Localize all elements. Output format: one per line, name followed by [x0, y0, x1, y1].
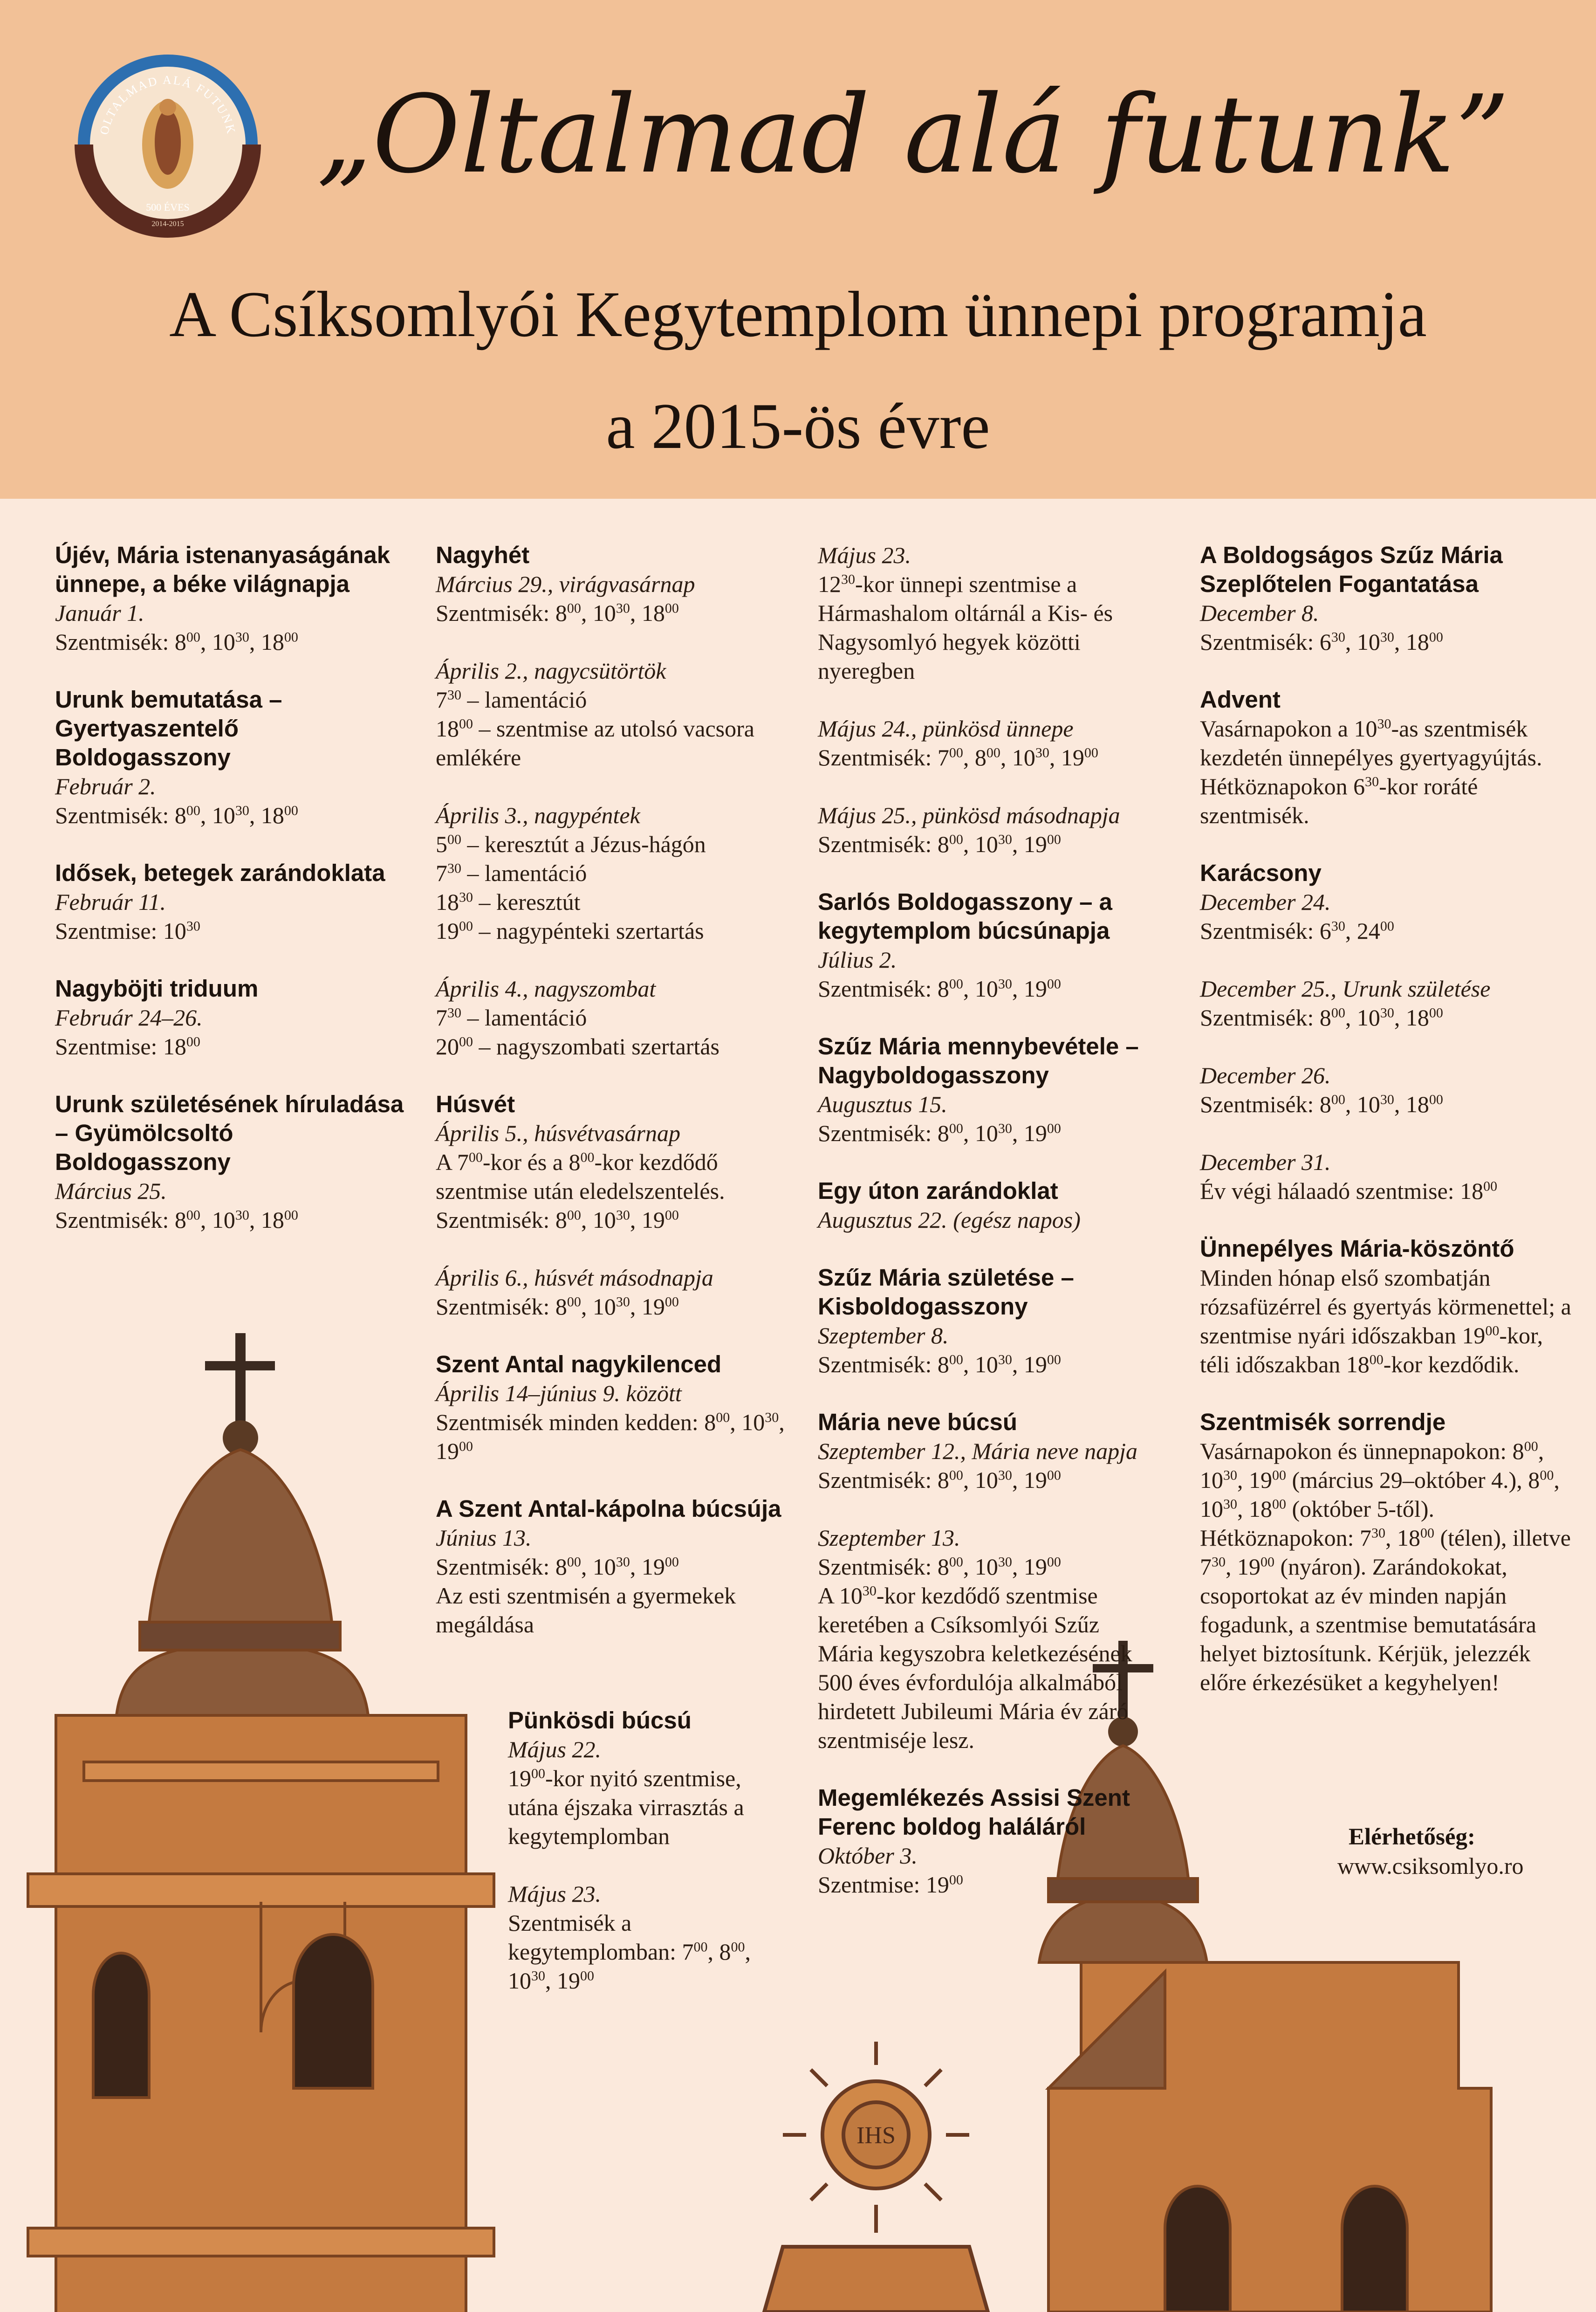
event-detail: Az esti szentmisén a gyermekek megáldása [436, 1583, 736, 1638]
event-title: Karácsony [1200, 860, 1322, 886]
event-detail: Vasárnapokon a $10^{30}-as$ szentmisék kezdetén ünnepélyes gyertyagyújtás. Hétköznapokon $6^{30}$-kor roráté szentmisék. [1200, 716, 1542, 828]
event-title: Advent [1200, 686, 1281, 713]
event-date: Szeptember 13. [818, 1525, 960, 1551]
event-entry [818, 714, 1153, 772]
event-entry [1200, 1148, 1573, 1205]
event-detail: $5^{00}$ – keresztút a Jézus-hágón [436, 831, 706, 857]
event-detail: $7^{30}$ – lamentáció [436, 687, 587, 713]
event-entry [818, 541, 1153, 685]
event-date: Április 2., nagycsütörtök [436, 658, 666, 684]
event-detail: A $7^{00}$-kor és a $8^{00}$-kor kezdődő szentmise után eledelszentelés. [436, 1149, 725, 1204]
event-date: December 24. [1200, 889, 1331, 915]
page-subtitle-line1: A Csíksomlyói Kegytemplom ünnepi programja [169, 278, 1427, 351]
event-detail: Szentmise: $19^{00}$ [818, 1872, 963, 1898]
event-date: Szeptember 8. [818, 1322, 949, 1349]
event-title: A Szent Antal-kápolna búcsúja [436, 1495, 781, 1522]
event-entry [436, 1263, 790, 1321]
ihs-sunburst [764, 2042, 988, 2312]
event-detail: $12^{30}$-kor ünnepi szentmise a Hármashalom oltárnál a Kis- és Nagysomlyó hegyek közötti nyeregben [818, 571, 1113, 684]
event-detail: Szentmisék: $8^{00}$, $10^{30}$, $18^{00}$ [1200, 1091, 1443, 1117]
schedule-column-2 [436, 541, 790, 1668]
event-entry [436, 801, 790, 945]
event-entry [55, 974, 414, 1061]
event-detail: Szentmisék minden kedden: $8^{00}$, $10^{30}$, $19^{00}$ [436, 1409, 785, 1464]
event-title: Mária neve búcsú [818, 1409, 1017, 1435]
schedule-column-1 [55, 541, 414, 1263]
event-title: Egy úton zarándoklat [818, 1177, 1058, 1204]
event-entry [818, 1523, 1153, 1755]
event-detail: $20^{00}$ – nagyszombati szertartás [436, 1033, 719, 1060]
event-entry [55, 1090, 414, 1234]
event-entry [1200, 859, 1573, 945]
event-date: Május 22. [508, 1736, 601, 1762]
event-entry [436, 974, 790, 1061]
event-title: Szűz Mária mennybevétele – Nagyboldogasszony [818, 1033, 1139, 1088]
event-entry [508, 1706, 788, 1851]
event-detail: Szentmisék a kegytemplomban: $7^{00}$, $8^{00}$, $10^{30}$, $19^{00}$ [508, 1910, 751, 1994]
event-detail: Szentmisék: $8^{00}$, $10^{30}$, $18^{00}$ [436, 600, 679, 626]
event-detail: Szentmisék: $8^{00}$, $10^{30}$, $18^{00}$ [55, 629, 298, 655]
event-date: Július 2. [818, 947, 897, 973]
event-entry [1200, 1234, 1573, 1379]
event-detail: $18^{00}$ – szentmise az utolsó vacsora emlékére [436, 716, 754, 771]
event-title: Megemlékezés Assisi Szent Ferenc boldog haláláról [818, 1784, 1130, 1840]
event-entry [55, 859, 414, 945]
event-title: Ünnepélyes Mária-köszöntő [1200, 1235, 1514, 1262]
event-entry [1200, 974, 1573, 1032]
event-detail: Szentmisék: $6^{30}$, $10^{30}$, $18^{00}$ [1200, 629, 1443, 655]
event-entry [436, 1350, 790, 1466]
event-date: Augusztus 15. [818, 1091, 947, 1117]
event-detail: Szentmisék: $8^{00}$, $10^{30}$, $19^{00}$ [818, 1467, 1061, 1493]
event-entry [1200, 1408, 1573, 1697]
event-entry [1200, 1061, 1573, 1119]
event-detail: $18^{30}$ – keresztút [436, 889, 581, 915]
event-title: Nagyhét [436, 542, 530, 568]
event-title: Szűz Mária születése – Kisboldogasszony [818, 1264, 1074, 1320]
event-entry [818, 801, 1153, 859]
event-detail: $19^{00}$ – nagypénteki szertartás [436, 918, 704, 944]
event-detail: $7^{30}$ – lamentáció [436, 1005, 587, 1031]
event-date: Április 5., húsvétvasárnap [436, 1120, 680, 1146]
event-date: Május 24., pünkösd ünnepe [818, 716, 1074, 742]
event-date: Február 11. [55, 889, 166, 915]
event-date: December 26. [1200, 1062, 1331, 1088]
event-date: Április 6., húsvét másodnapja [436, 1265, 713, 1291]
event-detail: $7^{30}$ – lamentáció [436, 860, 587, 886]
event-date: Október 3. [818, 1843, 918, 1869]
logo-badge: 500 ÉVES [146, 201, 190, 213]
event-entry [55, 541, 414, 656]
left-tower [28, 1333, 494, 2312]
event-detail: Szentmisék: $8^{00}$, $10^{30}$, $19^{00}$ [436, 1294, 679, 1320]
event-title: Nagyböjti triduum [55, 975, 259, 1002]
event-entry [436, 1494, 790, 1639]
event-entry [818, 1408, 1153, 1494]
event-date: Április 4., nagyszombat [436, 976, 656, 1002]
event-date: Június 13. [436, 1525, 532, 1551]
schedule-column-4 [1200, 541, 1573, 1726]
event-date: Március 29., virágvasárnap [436, 571, 695, 597]
event-date: December 8. [1200, 600, 1319, 626]
event-date: Január 1. [55, 600, 144, 626]
event-detail: Szentmisék: $8^{00}$, $10^{30}$, $19^{00}$ [818, 1554, 1061, 1580]
event-entry [55, 685, 414, 830]
event-entry [436, 1090, 790, 1234]
event-detail: Szentmisék: $7^{00}$, $8^{00}$, $10^{30}$, $19^{00}$ [818, 744, 1098, 771]
event-title: A Boldogságos Szűz Mária Szeplőtelen Fogantatása [1200, 542, 1503, 597]
event-title: Szent Antal nagykilenced [436, 1351, 722, 1377]
event-detail: Szentmise: $10^{30}$ [55, 918, 200, 944]
event-entry [508, 1879, 788, 1995]
event-title: Pünkösdi búcsú [508, 1707, 692, 1734]
event-detail: Szentmise: $18^{00}$ [55, 1033, 200, 1060]
svg-text:OLTALMAD ALÁ FUTUNK: OLTALMAD ALÁ FUTUNK [97, 73, 239, 136]
event-title: Urunk születésének híruladása – Gyümölcsoltó Boldogasszony [55, 1091, 404, 1175]
event-entry [436, 656, 790, 772]
event-detail: A $10^{30}$-kor kezdődő szentmise keretében a Csíksomlyói Szűz Mária kegyszobra keletkezésének 500 éves évfordulója alkalmából hirdetett Jubileumi Mária év záró szentmiséje lesz. [818, 1583, 1132, 1753]
event-date: December 31. [1200, 1149, 1331, 1175]
event-entry [818, 1032, 1153, 1148]
page-subtitle-line2: a 2015-ös évre [606, 390, 990, 462]
event-title: Újév, Mária istenanyaságának ünnepe, a béke világnapja [55, 542, 390, 597]
event-detail: Szentmisék: $8^{00}$, $10^{30}$, $19^{00}$ [818, 1351, 1061, 1377]
event-detail: Szentmisék: $8^{00}$, $10^{30}$, $18^{00}$ [1200, 1005, 1443, 1031]
event-detail: Szentmisék: $8^{00}$, $10^{30}$, $19^{00}$ [818, 831, 1061, 857]
event-date: Szeptember 12., Mária neve napja [818, 1438, 1137, 1464]
event-detail: Vasárnapokon és ünnepnapokon: $8^{00}$, $10^{30}$, $19^{00}$ (március 29–október 4.), $8^{00}$, $10^{30}$, $18^{00}$ (október 5-től). Hétköznapokon: $7^{30}$, $18^{00}$ (télen), illetve $7^{30}$, $19^{00}$ (nyáron). Zarándokokat, csoportokat az év minden napján fogadunk, a szentmise bemutatására helyet biztosítunk. Kérjük, jelezzék előre érkezésüket a kegyhelyen! [1200, 1438, 1571, 1695]
event-detail: Szentmisék: $8^{00}$, $10^{30}$, $19^{00}$ [436, 1207, 679, 1233]
event-date: Május 25., pünkösd másodnapja [818, 802, 1120, 828]
schedule-column-3 [818, 541, 1153, 1928]
event-date: Március 25. [55, 1178, 167, 1204]
event-detail: Szentmisék: $8^{00}$, $10^{30}$, $19^{00}$ [436, 1554, 679, 1580]
event-detail: $19^{00}$-kor nyitó szentmise, utána éjszaka virrasztás a kegytemplomban [508, 1765, 744, 1849]
pentecost-block [508, 1706, 788, 2024]
event-title: Idősek, betegek zarándoklata [55, 860, 385, 886]
event-entry [818, 1263, 1153, 1379]
event-detail: Minden hónap első szombatján rózsafüzérrel és gyertyás körmenettel; a szentmise nyári időszakban $19^{00}$-kor, téli időszakban $18^{00}$-kor kezdődik. [1200, 1265, 1571, 1377]
contact-url[interactable]: www.csiksomlyo.ro [1337, 1853, 1524, 1879]
event-entry [818, 1783, 1153, 1899]
ihs-monogram: IHS [856, 2122, 896, 2149]
event-date: Február 24–26. [55, 1005, 203, 1031]
page-title: „Oltalmad alá futunk” [317, 73, 1510, 197]
logo-years: 2014-2015 [151, 220, 184, 228]
contact-block [1337, 1823, 1524, 1880]
event-title: Szentmisék sorrendje [1200, 1409, 1446, 1435]
event-entry [818, 1177, 1153, 1234]
event-detail: Év végi hálaadó szentmise: $18^{00}$ [1200, 1178, 1498, 1204]
event-date: December 25., Urunk születése [1200, 976, 1491, 1002]
event-detail: Szentmisék: $8^{00}$, $10^{30}$, $19^{00}$ [818, 976, 1061, 1002]
event-detail: Szentmisék: $6^{30}$, $24^{00}$ [1200, 918, 1394, 944]
jubilee-logo [75, 51, 261, 238]
event-entry [1200, 541, 1573, 656]
contact-label: Elérhetőség: [1349, 1824, 1475, 1850]
event-title: Urunk bemutatása – Gyertyaszentelő Boldogasszony [55, 686, 282, 771]
event-date: Április 3., nagypéntek [436, 802, 640, 828]
event-entry [436, 541, 790, 627]
event-title: Sarlós Boldogasszony – a kegytemplom búcsúnapja [818, 888, 1113, 944]
event-date: Augusztus 22. (egész napos) [818, 1207, 1081, 1233]
event-date: Május 23. [818, 542, 911, 568]
event-title: Húsvét [436, 1091, 515, 1117]
event-entry [1200, 685, 1573, 830]
event-detail: Szentmisék: $8^{00}$, $10^{30}$, $18^{00}$ [55, 802, 298, 828]
event-detail: Szentmisék: $8^{00}$, $10^{30}$, $18^{00}$ [55, 1207, 298, 1233]
event-date: Május 23. [508, 1881, 601, 1907]
event-date: Április 14–június 9. között [436, 1380, 682, 1406]
event-entry [818, 888, 1153, 1003]
event-date: Február 2. [55, 773, 156, 799]
event-detail: Szentmisék: $8^{00}$, $10^{30}$, $19^{00}$ [818, 1120, 1061, 1146]
